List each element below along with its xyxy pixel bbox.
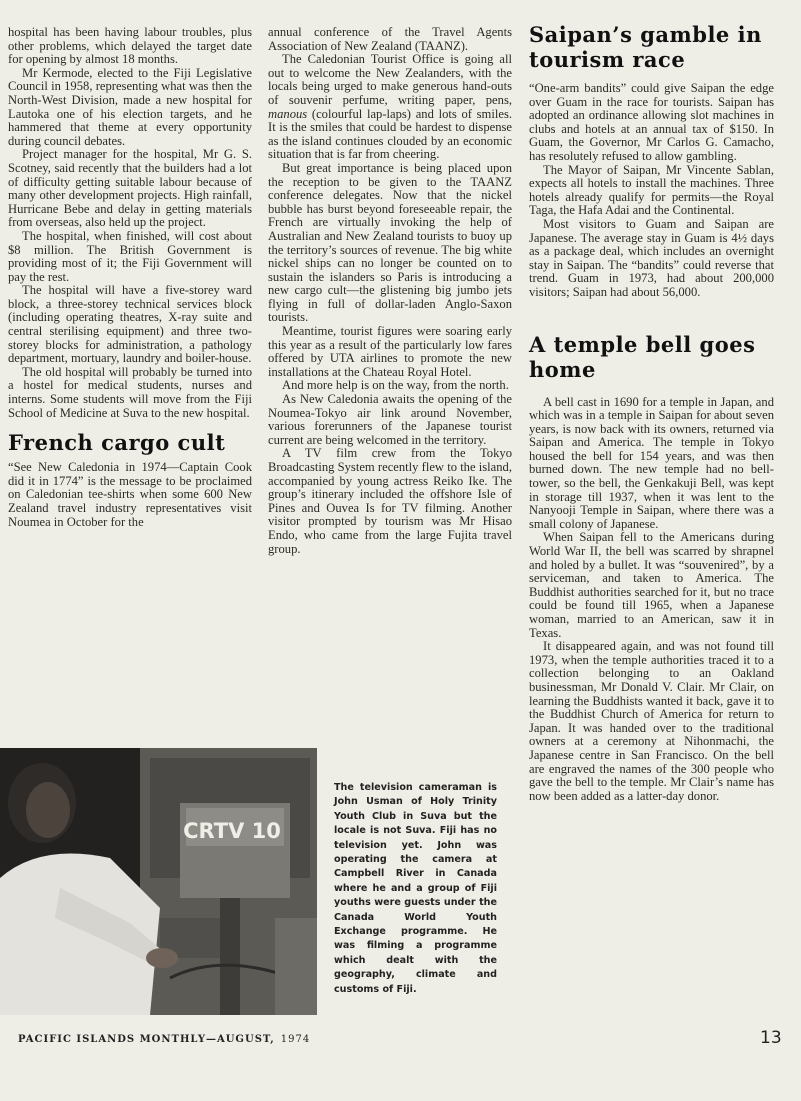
article-paragraph: When Saipan fell to the Americans during World War II, the bell was scarred by shrapnel and holed by a bullet. It was “souvenired”, by a serviceman, and taken to America. The Buddhist authorities searched for it, but no trace could be found till 1965, when a Japanese woman, married to an American, saw it in Texas.	[529, 530, 774, 640]
article-paragraph: As New Caledonia awaits the opening of the Noumea-Tokyo air link around November, various forerunners of the Japanese tourist current are being welcomed in the territory.	[268, 392, 512, 447]
headline-temple-bell: A temple bell goes home	[529, 331, 756, 382]
column-left	[8, 26, 252, 529]
column-middle	[268, 26, 512, 556]
article-paragraph: Most visitors to Guam and Saipan are Japanese. The average stay in Guam is 4½ days as a package deal, which includes an overnight stay in Saipan. The “bandits” could reverse that trend. Guam in 1973, had about 200,000 visitors; Saipan had about 56,000.	[529, 216, 774, 299]
camera-label: CRTV 10	[183, 819, 281, 843]
article-paragraph: The hospital will have a five-storey ward block, a three-storey technical services block (including operating theatres, X-ray suite and central sterilising equipment) and three two-storey blocks for administration, a pathology department, mortuary, laundry and boiler-house.	[8, 283, 252, 366]
photo-caption: The television cameraman is John Usman of Holy Trinity Youth Club in Suva but the locale is not Suva. Fiji has no television yet. John was operating the camera at Campbell River in Canada where he and a group of Fiji youths were guests under the Canada World Youth Exchange programme. He was filming a programme which dealt with the geography, climate and customs of Fiji.	[334, 782, 497, 995]
article-paragraph: A bell cast in 1690 for a temple in Japan, and which was in a temple in Saipan for about seven years, is now back with its owners, returned via Saipan and America. The temple in Tokyo housed the bell for 154 years, and was then burned down. The new temple had no bell-tower, so the bell, the Genkakuji Bell, was kept in storage till 1937, when it was lent to the Nanyooji Temple in Saipan, where there was a small colony of Japanese.	[529, 394, 774, 531]
page-footer	[18, 1034, 310, 1045]
text-span: The Caledonian Tourist Office is going all out to welcome the New Zealanders, with the locals being urged to make generous hand-outs of souvenir perfume, writing paper, pens,	[268, 52, 512, 107]
publication-year: 1974	[280, 1034, 311, 1045]
article-paragraph: But great importance is being placed upon the reception to be given to the TAANZ conference delegates. Now that the nickel bubble has burst beyond foreseeable repair, the French are virtually invoking the help of Australian and New Zealand tourists to buoy up the territory’s sources of revenue. The big white nickel ships can no longer be counted on to sustain the islanders so Paris is introducing a new cargo cult—the glistening big jumbo jets flying in full of dollar-laden Anglo-Saxon tourists.	[268, 160, 512, 325]
article-paragraph: And more help is on the way, from the north.	[282, 378, 509, 393]
article-paragraph: annual conference of the Travel Agents Association of New Zealand (TAANZ).	[268, 25, 512, 53]
article-paragraph: Meantime, tourist figures were soaring early this year as a result of the particularly low fares offered by UTA airlines to promote the new installations at the Chateau Royal Hotel.	[268, 324, 512, 379]
article-paragraph: hospital has been having labour troubles, plus other problems, which delayed the target date for opening by almost 18 months.	[8, 25, 252, 67]
headline-french-cargo-cult: French cargo cult	[8, 430, 226, 456]
article-paragraph: Project manager for the hospital, Mr G. S. Scotney, said recently that the builders had a lot of difficulty getting suitable labour because of many other development projects. High rainfall, Hurricane Bebe and delay in getting materials from overseas, also held up the project.	[8, 147, 252, 230]
column-right	[529, 22, 774, 803]
cameraman-photo	[0, 748, 317, 1015]
article-paragraph: The Mayor of Saipan, Mr Vincente Sablan, expects all hotels to install the machines. Three hotels already qualify for permits—the Royal Taga, the Hafa Adai and the Continental.	[529, 162, 774, 218]
article-paragraph	[268, 53, 512, 162]
italic-term: manous	[268, 106, 308, 121]
text-span: (colourful lap-laps) and lots of smiles. It is the smiles that could be hardest to dispense as the island continues clouded by an economic situation that is far from cheering.	[268, 106, 512, 162]
article-paragraph: “See New Caledonia in 1974—Captain Cook did it in 1774” is the message to be proclaimed on Caledonian tee-shirts when some 600 New Zealand travel industry representatives visit Noumea in October for the	[8, 460, 252, 529]
publication-name: PACIFIC ISLANDS MONTHLY—AUGUST,	[18, 1034, 275, 1045]
article-paragraph: It disappeared again, and was not found till 1973, when the temple authorities traced it to a collection belonging to an Oakland businessman, Mr Donald V. Clair. Mr Clair, on learning the Buddhists wanted it back, gave it to the Buddhist Church of America for return to Japan. It was handed over to the traditional owners at a ceremony at Nihonmachi, the Japanese centre in San Francisco. On the bell are engraved the names of the 300 people who gave the bell to the temple. Mr Clair’s name has now been added as a latter-day donor.	[529, 639, 774, 803]
article-paragraph: Mr Kermode, elected to the Fiji Legislative Council in 1958, representing what was then the North-West Division, made a new hospital for Lautoka one of his election targets, and he hammered that theme at every opportunity during council debates.	[8, 65, 252, 148]
headline-saipan-gamble: Saipan’s gamble in tourism race	[529, 22, 762, 72]
page-number: 13	[760, 1028, 782, 1048]
article-paragraph: The hospital, when finished, will cost about $8 million. The British Government is providing most of it; the Fiji Government will pay the rest.	[8, 228, 252, 284]
photo-illustration	[0, 748, 317, 1015]
article-paragraph: A TV film crew from the Tokyo Broadcasting System recently flew to the island, accompanied by young actress Reiko Ike. The group’s itinerary included the offshore Isle of Pines and Ouvea Is for TV filming. Another visitor prompted by tourism was Mr Hisao Endo, who came from the large Fujita travel group.	[268, 446, 512, 556]
article-paragraph: The old hospital will probably be turned into a hostel for medical students, nurses and interns. Some students will move from the Fiji School of Medicine at Suva to the new hospital.	[8, 364, 252, 420]
article-paragraph: “One-arm bandits” could give Saipan the edge over Guam in the race for tourists. Saipan has adopted an ordinance allowing slot machines in clubs and hotels at an annual tax of $150. In Guam, the Governor, Mr Carlos G. Camacho, has resolutely refused to allow gambling.	[529, 81, 774, 163]
